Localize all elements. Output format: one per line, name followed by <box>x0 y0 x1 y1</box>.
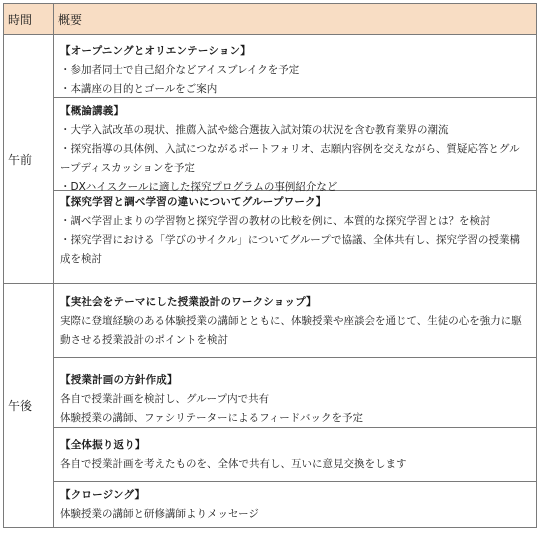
session-line: 各自で授業計画を検討し、グループ内で共有 <box>60 393 270 405</box>
session-review <box>54 428 536 481</box>
header-row <box>4 4 537 35</box>
schedule-table <box>3 3 537 528</box>
session-groupwork <box>54 191 536 283</box>
session-closing <box>54 482 536 527</box>
session-line: ・ 本講座の目的とゴールをご案内 <box>60 80 530 99</box>
afternoon-row-4 <box>4 482 537 528</box>
afternoon-row-3 <box>4 428 537 482</box>
session-text: 各自で授業計画を考えたものを、全体で共有し、互いに意見交換をします <box>60 458 407 470</box>
session-title: 【概論講義】 <box>60 105 125 117</box>
session-cell <box>54 482 537 528</box>
header-overview: 概要 <box>54 4 537 35</box>
morning-row-1 <box>4 35 537 98</box>
session-line: ・ 調べ学習止まりの学習物と探究学習の教材の比較を例に、本質的な探究学習とは？を検討 <box>60 212 530 231</box>
session-line: ・ 大学入試改革の現状、推薦入試や総合選抜入試対策の状況を含む教育業界の潮流 <box>60 121 530 140</box>
session-title: 【授業計画の方針作成】 <box>60 374 178 386</box>
afternoon-row-1 <box>4 284 537 358</box>
session-lecture <box>54 98 536 193</box>
session-cell <box>54 428 537 482</box>
session-title: 【オープニングとオリエンテーション】 <box>60 45 251 57</box>
session-cell <box>54 284 537 358</box>
time-afternoon: 午後 <box>4 284 54 528</box>
session-title: 【実社会をテーマにした授業設計のワークショップ】 <box>60 296 317 308</box>
morning-row-2 <box>4 98 537 191</box>
session-line: ・ 探究学習における「学びのサイクル」についてグループで協議、全体共有し、探究学習の授業構成を検討 <box>60 231 530 269</box>
session-title: 【全体振り返り】 <box>60 439 146 451</box>
session-line: 体験授業の講師、ファシリテーターによるフィードバックを予定 <box>60 412 364 424</box>
session-opening <box>54 35 536 97</box>
session-cell <box>54 191 537 284</box>
session-cell <box>54 358 537 428</box>
session-cell <box>54 98 537 191</box>
header-time: 時間 <box>4 4 54 35</box>
time-morning: 午前 <box>4 35 54 284</box>
session-text: 体験授業の講師と研修講師よりメッセージ <box>60 508 259 520</box>
session-line: ・ DXハイスクールに適した探究プログラムの事例紹介など <box>60 178 530 197</box>
session-cell <box>54 35 537 98</box>
session-title: 【探究学習と調べ学習の違いについてグループワーク】 <box>60 196 327 208</box>
morning-row-3 <box>4 191 537 284</box>
session-line: ・ 探究指導の具体例、入試につながるポートフォリオ、志願内容例を交えながら、質疑応答とグループディスカッションを予定 <box>60 140 530 178</box>
session-workshop <box>54 284 536 357</box>
session-title: 【クロージング】 <box>60 489 146 501</box>
session-text: 実際に登壇経験のある体験授業の講師とともに、体験授業や座談会を通じて、生徒の心を強力に駆動させる授業設計のポイントを検討 <box>60 315 522 346</box>
afternoon-row-2 <box>4 358 537 428</box>
session-line: ・ 参加者同士で自己紹介などアイスブレイクを予定 <box>60 61 530 80</box>
session-planning <box>54 358 536 427</box>
